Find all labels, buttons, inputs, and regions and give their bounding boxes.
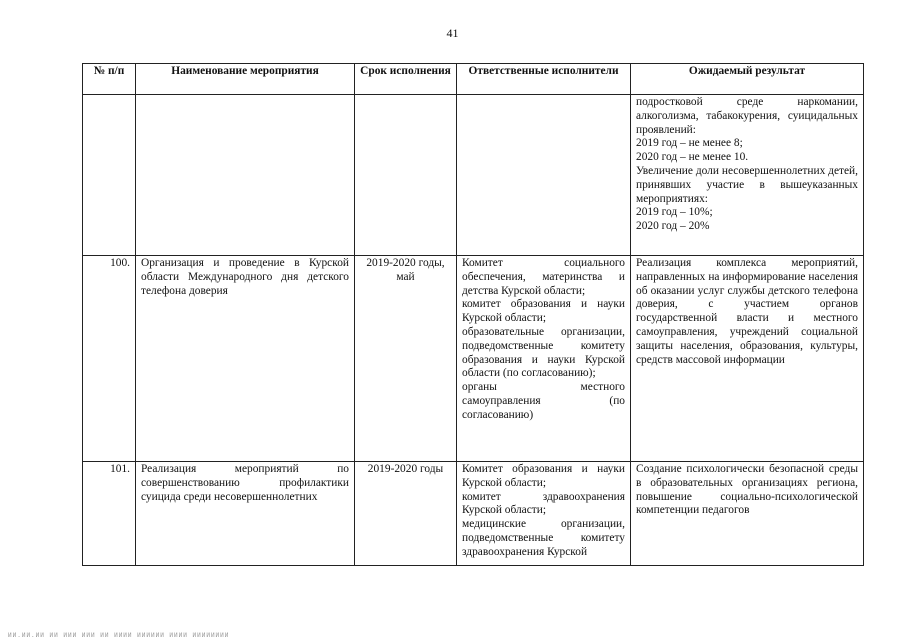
- row-name: [136, 95, 355, 256]
- responsible-line: Комитет образования и науки Курской области;: [462, 463, 625, 489]
- table-row: [83, 256, 864, 462]
- row-responsible: [457, 256, 631, 462]
- result-line: Увеличение доли несовершеннолетних детей, принявших участие в вышеуказанных мероприятиях:: [636, 164, 858, 205]
- table-row: [83, 462, 864, 566]
- row-deadline: 2019-2020 годы: [355, 462, 457, 566]
- row-name: Организация и проведение в Курской области Международного дня детского телефона доверия: [136, 256, 355, 462]
- scan-footer-mark: ИИ.ИИ.ИИ ИИ ИИИ ИИИ ИИ ИИИИ ИИИИИИ ИИИИ ИИИИИИИИ: [8, 632, 230, 639]
- responsible-line: комитет образования и науки Курской области;: [462, 298, 625, 325]
- row-name: Реализация мероприятий по совершенствованию профилактики суицида среди несовершеннолетних: [136, 462, 355, 566]
- events-table: [82, 63, 864, 566]
- row-responsible: [457, 462, 631, 566]
- row-num: [83, 95, 136, 256]
- row-deadline: 2019-2020 годы, май: [355, 256, 457, 462]
- header-name: Наименование мероприятия: [136, 64, 355, 95]
- header-responsible: Ответственные исполнители: [457, 64, 631, 95]
- page-number: 41: [446, 26, 459, 40]
- row-deadline: [355, 95, 457, 256]
- result-line: подростковой среде наркомании, алкоголизма, табакокурения, суицидальных проявлений:: [636, 96, 858, 136]
- row-result: [631, 462, 864, 566]
- table-header-row: [83, 64, 864, 95]
- row-result: [631, 256, 864, 462]
- row-responsible: [457, 95, 631, 256]
- result-line: Создание психологически безопасной среды в образовательных организациях региона, повышение социально-психологической компетенции педагогов: [636, 463, 858, 517]
- header-result: Ожидаемый результат: [631, 64, 864, 95]
- responsible-line: медицинские организации, подведомственные комитету здравоохранения Курской: [462, 518, 625, 558]
- responsible-line: Комитет социального обеспечения, материнства и детства Курской области;: [462, 257, 625, 297]
- scan-footer: [0, 630, 905, 640]
- header-num: № п/п: [83, 64, 136, 95]
- result-line: 2020 год – не менее 10.: [636, 151, 749, 164]
- result-line: 2020 год – 20%: [636, 220, 710, 233]
- row-result: [631, 95, 864, 256]
- table-row: [83, 95, 864, 256]
- result-line: Реализация комплекса мероприятий, направленных на информирование населения об оказании услуг службы детского телефона доверия, с участием органов государственной власти и местного самоуправления, учреждений социальной защиты населения, образования, культуры, средств массовой информации: [636, 257, 858, 366]
- result-line: 2019 год – 10%;: [636, 206, 713, 219]
- responsible-line: комитет здравоохранения Курской области;: [462, 490, 625, 517]
- responsible-line: образовательные организации, подведомственные комитету образования и науки Курской области (по согласованию);: [462, 325, 625, 380]
- header-deadline: Срок исполнения: [355, 64, 457, 95]
- result-line: 2019 год – не менее 8;: [636, 137, 743, 150]
- responsible-line: органы местного самоуправления (по согласованию): [462, 381, 625, 421]
- row-num: 101.: [83, 462, 136, 566]
- row-num: 100.: [83, 256, 136, 462]
